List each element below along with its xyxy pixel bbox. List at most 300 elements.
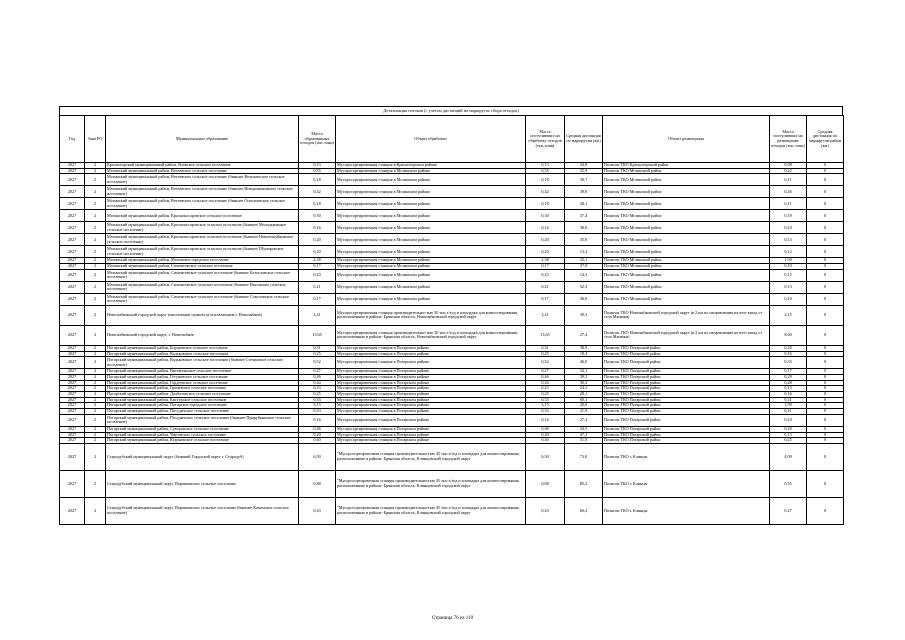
table-row [60, 497, 844, 524]
cell-processing-object: Мусоросортировочная станция в Мглинском районе [336, 293, 526, 305]
cell-avg-distance: 27,4 [565, 325, 603, 345]
cell-placement-distance: 0 [807, 432, 844, 438]
cell-year: 2027 [60, 163, 85, 169]
cell-placement-mass: 0,12 [770, 246, 807, 258]
cell-zone: 2 [85, 386, 106, 392]
cell-waste-mass: 0,18 [299, 174, 336, 186]
cell-avg-distance: 36,2 [565, 380, 603, 386]
cell-placement-distance: 0 [807, 186, 844, 198]
cell-placement-mass: 0,11 [770, 174, 807, 186]
cell-processing-object: Мусоросортировочная станция в Погарском районе [336, 374, 526, 380]
cell-avg-distance: 73,0 [565, 443, 603, 470]
col-header-placement-object: Объект размещения [603, 116, 770, 163]
cell-placement-mass: 0,13 [770, 281, 807, 293]
cell-year: 2027 [60, 293, 85, 305]
cell-waste-mass: 0,42 [299, 186, 336, 198]
cell-avg-distance: 30,7 [565, 174, 603, 186]
cell-processing-object: Мусоросортировочная станция в Мглинском районе [336, 281, 526, 293]
cell-placement-mass: 0,21 [770, 409, 807, 415]
cell-processing-mass: 0,16 [526, 414, 565, 426]
cell-processing-mass: 13,65 [526, 325, 565, 345]
cell-avg-distance: 39,8 [565, 186, 603, 198]
cell-year: 2027 [60, 351, 85, 357]
cell-waste-mass: 0,30 [299, 210, 336, 222]
cell-processing-mass: 0,30 [526, 210, 565, 222]
cell-municipality: Погарский муниципальный район, Вадьковское сельское поселение [106, 351, 299, 357]
cell-year: 2027 [60, 409, 85, 415]
cell-placement-object: Полигон ТКО Погарский район [603, 380, 770, 386]
cell-municipality: Мглинский муниципальный район, Ветлевское сельское поселение (бывшее Осколковское сельское поселение) [106, 198, 299, 210]
cell-zone: 2 [85, 325, 106, 345]
cell-avg-distance: 39,5 [565, 374, 603, 380]
cell-municipality: Стародубский муниципальный округ (бывший Городской округ г. Стародуб) [106, 443, 299, 470]
cell-avg-distance: 13,4 [565, 246, 603, 258]
cell-processing-object: Мусоросортировочная станция в Мглинском районе [336, 168, 526, 174]
cell-waste-mass: 0,23 [299, 269, 336, 281]
table-row [60, 470, 844, 497]
cell-placement-mass: 0,22 [770, 168, 807, 174]
cell-zone: 2 [85, 345, 106, 351]
cell-waste-mass: 0,40 [299, 438, 336, 444]
cell-placement-distance: 0 [807, 269, 844, 281]
cell-municipality: Погарский муниципальный район, Погарское городское поселение [106, 403, 299, 409]
cell-zone: 2 [85, 186, 106, 198]
cell-municipality: Новозыбковский городской округ (населенные пункты за исключением г. Новозыбков) [106, 305, 299, 325]
cell-placement-object: Полигон ТКО Погарский район [603, 414, 770, 426]
cell-municipality: Мглинский муниципальный район, Ветлевское сельское поселение (бывшее Вельжичское сельское поселение) [106, 174, 299, 186]
cell-year: 2027 [60, 403, 85, 409]
cell-placement-object: Полигон ТКО Погарский район [603, 345, 770, 351]
cell-processing-mass: 6,50 [526, 443, 565, 470]
table-row [60, 293, 844, 305]
cell-processing-mass: 0,17 [526, 293, 565, 305]
cell-avg-distance: 14,3 [565, 269, 603, 281]
cell-processing-object: Мусоросортировочная станция в Погарском районе [336, 357, 526, 369]
cell-zone: 2 [85, 380, 106, 386]
cell-year: 2027 [60, 470, 85, 497]
cell-processing-object: Мусоросортировочная станция в Погарском районе [336, 351, 526, 357]
cell-municipality: Погарский муниципальный район, Посудичское сельское поселение (бывшее Прирубкинское сельское поселение) [106, 414, 299, 426]
cell-processing-object: Мусоросортировочная станция производительностью 30 тыс.т/год и площадка для компостирования, расположенные в районе: Брянская область, Новозыбковский городской округ [336, 305, 526, 325]
cell-avg-distance: 35,8 [565, 234, 603, 246]
cell-placement-mass: 0,15 [770, 386, 807, 392]
cell-processing-mass: 0,23 [526, 269, 565, 281]
cell-waste-mass: 0,25 [299, 351, 336, 357]
cell-placement-mass: 0,10 [770, 264, 807, 270]
cell-placement-distance: 0 [807, 470, 844, 497]
cell-avg-distance: 54,1 [565, 369, 603, 375]
cell-placement-object: Полигон ТКО Мглинский район [603, 269, 770, 281]
cell-zone: 2 [85, 426, 106, 432]
cell-processing-object: Мусоросортировочная станция производительностью 30 тыс.т/год и площадка для компостирования, расположенные в районе: Брянская область, Новозыбковский городской округ [336, 325, 526, 345]
cell-processing-object: Мусоросортировочная станция в Мглинском районе [336, 222, 526, 234]
cell-year: 2027 [60, 414, 85, 426]
cell-placement-object: Полигон ТКО Погарский район [603, 397, 770, 403]
cell-processing-mass: 0,43 [526, 497, 565, 524]
cell-municipality: Мглинский муниципальный район, Краснокосаровское сельское поселение (бывшее Шумаровское сельское поселение) [106, 246, 299, 258]
cell-waste-mass: 0,33 [299, 397, 336, 403]
cell-processing-object: Мусоросортировочная станция в Погарском районе [336, 380, 526, 386]
cell-placement-distance: 0 [807, 397, 844, 403]
cell-placement-object: Полигон ТКО Красногорский район [603, 163, 770, 169]
cell-avg-distance: 47,2 [565, 432, 603, 438]
cell-year: 2027 [60, 345, 85, 351]
cell-placement-object: Полигон ТКО Погарский район [603, 409, 770, 415]
cell-municipality: Погарский муниципальный район, Гетуновское сельское поселение [106, 374, 299, 380]
cell-processing-object: Мусоросортировочная станция в Мглинском районе [336, 234, 526, 246]
cell-placement-object: Полигон ТКО Мглинский район [603, 186, 770, 198]
table-row [60, 222, 844, 234]
cell-avg-distance: 24,5 [565, 426, 603, 432]
cell-placement-distance: 0 [807, 403, 844, 409]
cell-placement-object: Полигон ТКО Мглинский район [603, 222, 770, 234]
cell-zone: 2 [85, 357, 106, 369]
cell-waste-mass: 0,20 [299, 432, 336, 438]
cell-placement-mass: 1,99 [770, 403, 807, 409]
cell-processing-mass: 0,88 [526, 470, 565, 497]
cell-placement-object: Полигон ТКО Погарский район [603, 438, 770, 444]
cell-year: 2027 [60, 198, 85, 210]
cell-year: 2027 [60, 174, 85, 186]
cell-year: 2027 [60, 222, 85, 234]
cell-waste-mass: 0,17 [299, 293, 336, 305]
table-row [60, 269, 844, 281]
cell-avg-distance: 38,0 [565, 222, 603, 234]
table-row [60, 174, 844, 186]
cell-zone: 2 [85, 198, 106, 210]
cell-year: 2027 [60, 380, 85, 386]
cell-zone: 2 [85, 234, 106, 246]
cell-placement-object: Полигон ТКО Мглинский район [603, 264, 770, 270]
cell-zone: 2 [85, 432, 106, 438]
cell-processing-mass: 0,25 [526, 351, 565, 357]
cell-placement-distance: 0 [807, 392, 844, 398]
cell-avg-distance: 27,4 [565, 414, 603, 426]
col-header-waste-mass: Масса образованных отходов (тыс.тонн) [299, 116, 336, 163]
cell-placement-object: Полигон ТКО Новозыбковский городской округ (в 2 км по направлению на юго-запад от села Манюки) [603, 305, 770, 325]
cell-municipality: Мглинский муниципальный район, Ветлевское сельское поселение [106, 168, 299, 174]
cell-municipality: Мглинский муниципальный район, Краснокосаровское сельское поселение [106, 210, 299, 222]
cell-zone: 2 [85, 351, 106, 357]
cell-placement-mass: 0,16 [770, 351, 807, 357]
cell-placement-mass: 2,15 [770, 305, 807, 325]
table-row [60, 246, 844, 258]
cell-year: 2027 [60, 392, 85, 398]
cell-processing-mass: 0,18 [526, 174, 565, 186]
cell-avg-distance: 66,2 [565, 497, 603, 524]
cell-avg-distance: 38,9 [565, 345, 603, 351]
table-row [60, 234, 844, 246]
cell-placement-object: Полигон ТКО Погарский район [603, 351, 770, 357]
col-header-zone: Зона РО [85, 116, 106, 163]
cell-waste-mass: 0,20 [299, 234, 336, 246]
cell-placement-distance: 0 [807, 174, 844, 186]
cell-processing-mass: 0,35 [526, 168, 565, 174]
cell-placement-distance: 0 [807, 163, 844, 169]
cell-processing-object: Мусоросортировочная станция в Мглинском районе [336, 210, 526, 222]
cell-placement-mass: 0,16 [770, 392, 807, 398]
cell-waste-mass: 0,25 [299, 392, 336, 398]
cell-placement-object: Полигон ТКО Мглинский район [603, 174, 770, 186]
cell-processing-mass: 0,13 [526, 163, 565, 169]
cell-processing-object: Мусоросортировочная станция в Погарском районе [336, 409, 526, 415]
cell-placement-mass: 0,55 [770, 470, 807, 497]
cell-avg-distance: 31,0 [565, 438, 603, 444]
cell-processing-object: Мусоросортировочная станция в Мглинском районе [336, 264, 526, 270]
cell-waste-mass: 0,33 [299, 409, 336, 415]
cell-municipality: Погарский муниципальный район, Гринёвское сельское поселение [106, 386, 299, 392]
cell-municipality: Мглинский муниципальный район, Симонтовское сельское поселение (бывшее Белоглавское сельское поселение) [106, 269, 299, 281]
cell-placement-distance: 0 [807, 198, 844, 210]
table-body [60, 163, 844, 525]
cell-placement-distance: 0 [807, 426, 844, 432]
cell-processing-mass: 0,20 [526, 234, 565, 246]
cell-waste-mass: 6,50 [299, 443, 336, 470]
cell-year: 2027 [60, 264, 85, 270]
header-row [60, 116, 844, 163]
cell-processing-object: Мусоросортировочная станция в Мглинском районе [336, 258, 526, 264]
cell-avg-distance: 25,1 [565, 258, 603, 264]
cell-placement-distance: 0 [807, 380, 844, 386]
cell-zone: 2 [85, 470, 106, 497]
cell-municipality: Мглинский муниципальный район, Симонтовское сельское поселение (бывшее Высокское сельское поселение) [106, 281, 299, 293]
cell-avg-distance: 28,1 [565, 198, 603, 210]
cell-zone: 2 [85, 269, 106, 281]
cell-placement-mass: 0,13 [770, 234, 807, 246]
cell-municipality: Мглинский муниципальный район, Симонтовское сельское поселение (бывшее Соколовское сельское поселение) [106, 293, 299, 305]
table-row [60, 281, 844, 293]
cell-processing-object: "Мусоросортировочная станция производительностью 45 тыс.т/год и площадка для компостирования, расположенные в районе: Брянская область, Клинцовский городской округ [336, 470, 526, 497]
cell-processing-object: Мусоросортировочная станция в Мглинском районе [336, 246, 526, 258]
cell-placement-distance: 0 [807, 369, 844, 375]
cell-zone: 2 [85, 305, 106, 325]
cell-placement-object: Полигон ТКО Мглинский район [603, 198, 770, 210]
cell-processing-object: Мусоросортировочная станция в Погарском районе [336, 369, 526, 375]
col-header-processing-object: Объект обработки [336, 116, 526, 163]
table-row [60, 414, 844, 426]
cell-zone: 2 [85, 369, 106, 375]
cell-processing-mass: 0,46 [526, 426, 565, 432]
cell-processing-mass: 0,27 [526, 369, 565, 375]
col-header-year: Год [60, 116, 85, 163]
cell-municipality: Стародубский муниципальный округ, Воронковское сельское поселение (бывшее Каменское сельское поселение) [106, 497, 299, 524]
cell-placement-object: Полигон ТКО Мглинский район [603, 246, 770, 258]
cell-processing-mass: 0,42 [526, 186, 565, 198]
col-header-processing-mass: Масса поступивших на обработку отходов (тыс.тонн) [526, 116, 565, 163]
cell-avg-distance: 24,3 [565, 386, 603, 392]
waste-flow-table [59, 115, 844, 525]
cell-processing-object: Мусоросортировочная станция в Погарском районе [336, 392, 526, 398]
cell-placement-distance: 0 [807, 351, 844, 357]
cell-municipality: Погарский муниципальный район, Кистерское сельское поселение [106, 397, 299, 403]
cell-year: 2027 [60, 168, 85, 174]
cell-placement-mass: 0,28 [770, 380, 807, 386]
cell-processing-object: Мусоросортировочная станция в Погарском районе [336, 345, 526, 351]
table-row [60, 325, 844, 345]
page-footer: Страница 76 из 110 [431, 616, 474, 621]
cell-processing-mass: 0,20 [526, 246, 565, 258]
cell-avg-distance: 18,4 [565, 351, 603, 357]
cell-placement-mass: 0,08 [770, 163, 807, 169]
cell-processing-object: Мусоросортировочная станция в Мглинском районе [336, 174, 526, 186]
cell-placement-mass: 4,09 [770, 443, 807, 470]
cell-placement-object: Полигон ТКО Мглинский район [603, 293, 770, 305]
cell-placement-distance: 0 [807, 168, 844, 174]
table-row [60, 186, 844, 198]
cell-year: 2027 [60, 386, 85, 392]
cell-processing-mass: 0,23 [526, 386, 565, 392]
cell-waste-mass: 0,23 [299, 386, 336, 392]
cell-municipality: Красногорский муниципальный район, Яловское сельское поселение [106, 163, 299, 169]
cell-zone: 2 [85, 392, 106, 398]
table-caption: Детализация потоков (с учетом дистанций на маршрутах сбора отходов) [59, 106, 843, 115]
cell-zone: 2 [85, 374, 106, 380]
cell-municipality: Погарский муниципальный район, Витемлянское сельское поселение [106, 369, 299, 375]
cell-avg-distance: 20,0 [565, 403, 603, 409]
cell-processing-mass: 0,40 [526, 438, 565, 444]
cell-placement-object: Полигон ТКО г. Клинцы [603, 497, 770, 524]
cell-year: 2027 [60, 497, 85, 524]
cell-year: 2027 [60, 305, 85, 325]
cell-processing-object: Мусоросортировочная станция в Мглинском районе [336, 198, 526, 210]
cell-placement-distance: 0 [807, 210, 844, 222]
cell-year: 2027 [60, 397, 85, 403]
cell-zone: 2 [85, 414, 106, 426]
cell-avg-distance: 60,1 [565, 397, 603, 403]
cell-waste-mass: 13,65 [299, 325, 336, 345]
cell-processing-mass: 3,41 [526, 305, 565, 325]
cell-placement-mass: 0,15 [770, 269, 807, 281]
cell-placement-mass: 0,27 [770, 497, 807, 524]
cell-zone: 2 [85, 409, 106, 415]
cell-municipality: Стародубский муниципальный округ, Воронковское сельское поселение [106, 470, 299, 497]
cell-placement-object: Полигон ТКО Погарский район [603, 392, 770, 398]
cell-year: 2027 [60, 432, 85, 438]
col-header-municipality: Муниципальное образование [106, 116, 299, 163]
cell-processing-object: "Мусоросортировочная станция производительностью 45 тыс.т/год и площадка для компостирования, расположенные в районе: Брянская область, Клинцовский городской округ [336, 443, 526, 470]
cell-avg-distance: 85,2 [565, 470, 603, 497]
cell-placement-distance: 0 [807, 305, 844, 325]
col-header-placement-distance: Средняя дистанция по маршрутам район (км) [807, 116, 844, 163]
cell-processing-mass: 0,33 [526, 409, 565, 415]
cell-waste-mass: 0,31 [299, 345, 336, 351]
cell-placement-distance: 0 [807, 293, 844, 305]
cell-waste-mass: 0,18 [299, 198, 336, 210]
cell-placement-mass: 0,29 [770, 374, 807, 380]
cell-placement-distance: 0 [807, 374, 844, 380]
cell-processing-mass: 0,17 [526, 264, 565, 270]
cell-placement-mass: 0,17 [770, 369, 807, 375]
cell-processing-object: Мусоросортировочная станция в Погарском районе [336, 414, 526, 426]
cell-placement-mass: 0,33 [770, 357, 807, 369]
cell-municipality: Погарский муниципальный район, Чаусовское сельское поселение [106, 432, 299, 438]
cell-waste-mass: 2,38 [299, 258, 336, 264]
cell-avg-distance: 24,8 [565, 163, 603, 169]
cell-placement-distance: 0 [807, 325, 844, 345]
cell-zone: 2 [85, 443, 106, 470]
cell-zone: 2 [85, 293, 106, 305]
cell-year: 2027 [60, 186, 85, 198]
cell-placement-object: Полигон ТКО г. Клинцы [603, 443, 770, 470]
cell-placement-object: Полигон ТКО Мглинский район [603, 234, 770, 246]
cell-zone: 2 [85, 168, 106, 174]
cell-zone: 2 [85, 258, 106, 264]
cell-placement-object: Полигон ТКО Мглинский район [603, 210, 770, 222]
cell-municipality: Погарский муниципальный район, Суворовское сельское поселение [106, 426, 299, 432]
cell-waste-mass: 0,52 [299, 357, 336, 369]
cell-placement-distance: 0 [807, 438, 844, 444]
cell-processing-object: Мусоросортировочная станция в Красногорском районе [336, 163, 526, 169]
cell-processing-mass: 0,33 [526, 397, 565, 403]
cell-processing-object: Мусоросортировочная станция в Погарском районе [336, 438, 526, 444]
table-row [60, 198, 844, 210]
cell-waste-mass: 0,17 [299, 264, 336, 270]
cell-placement-distance: 0 [807, 345, 844, 351]
table-row [60, 210, 844, 222]
cell-waste-mass: 0,16 [299, 414, 336, 426]
cell-placement-mass: 0,13 [770, 432, 807, 438]
cell-municipality: Мглинский муниципальный район, Краснокосаровское сельское поселение (бывшее Новочешуйковское сельское поселение) [106, 234, 299, 246]
cell-avg-distance: 32,3 [565, 281, 603, 293]
cell-placement-object: Полигон ТКО Погарский район [603, 374, 770, 380]
cell-processing-mass: 2,38 [526, 258, 565, 264]
cell-municipality: Мглинский муниципальный район, Краснокосаровское сельское поселение (бывшее Молодьковское сельское поселение) [106, 222, 299, 234]
cell-placement-distance: 0 [807, 443, 844, 470]
cell-year: 2027 [60, 438, 85, 444]
cell-zone: 2 [85, 497, 106, 524]
cell-waste-mass: 0,46 [299, 426, 336, 432]
cell-zone: 2 [85, 264, 106, 270]
cell-year: 2027 [60, 269, 85, 281]
cell-placement-object: Полигон ТКО Погарский район [603, 357, 770, 369]
cell-processing-object: "Мусоросортировочная станция производительностью 45 тыс.т/год и площадка для компостирования, расположенные в районе: Брянская область, Клинцовский городской округ [336, 497, 526, 524]
cell-avg-distance: 39,3 [565, 305, 603, 325]
cell-placement-distance: 0 [807, 264, 844, 270]
cell-municipality: Мглинский муниципальный район, Симонтовское сельское поселение [106, 264, 299, 270]
cell-processing-mass: 3,15 [526, 403, 565, 409]
cell-placement-mass: 0,10 [770, 414, 807, 426]
cell-processing-mass: 0,46 [526, 374, 565, 380]
cell-placement-object: Полигон ТКО Погарский район [603, 386, 770, 392]
cell-placement-distance: 0 [807, 414, 844, 426]
cell-year: 2027 [60, 210, 85, 222]
cell-zone: 2 [85, 281, 106, 293]
cell-processing-object: Мусоросортировочная станция в Погарском районе [336, 397, 526, 403]
cell-processing-object: Мусоросортировочная станция в Погарском районе [336, 403, 526, 409]
cell-placement-object: Полигон ТКО Мглинский район [603, 281, 770, 293]
cell-placement-distance: 0 [807, 357, 844, 369]
cell-avg-distance: 37,4 [565, 210, 603, 222]
cell-placement-distance: 0 [807, 281, 844, 293]
cell-placement-object: Полигон ТКО Новозыбковский городской округ (в 2 км по направлению на юго-запад от села Манюки) [603, 325, 770, 345]
col-header-placement-mass: Масса поступивших на размещение отходов (тыс.тонн) [770, 116, 807, 163]
cell-zone: 2 [85, 163, 106, 169]
cell-waste-mass: 3,15 [299, 403, 336, 409]
cell-placement-object: Полигон ТКО Погарский район [603, 426, 770, 432]
cell-placement-mass: 0,25 [770, 438, 807, 444]
cell-zone: 2 [85, 397, 106, 403]
cell-zone: 2 [85, 174, 106, 186]
cell-placement-mass: 0,26 [770, 186, 807, 198]
cell-zone: 2 [85, 222, 106, 234]
cell-municipality: Мглинский муниципальный район, Мглинское городское поселение [106, 258, 299, 264]
cell-placement-distance: 0 [807, 222, 844, 234]
cell-waste-mass: 0,35 [299, 168, 336, 174]
cell-processing-object: Мусоросортировочная станция в Погарском районе [336, 426, 526, 432]
table-row [60, 443, 844, 470]
cell-municipality: Погарский муниципальный район, Вадьковское сельское поселение (бывшее Стечинское сельское поселение) [106, 357, 299, 369]
cell-placement-object: Полигон ТКО Погарский район [603, 432, 770, 438]
